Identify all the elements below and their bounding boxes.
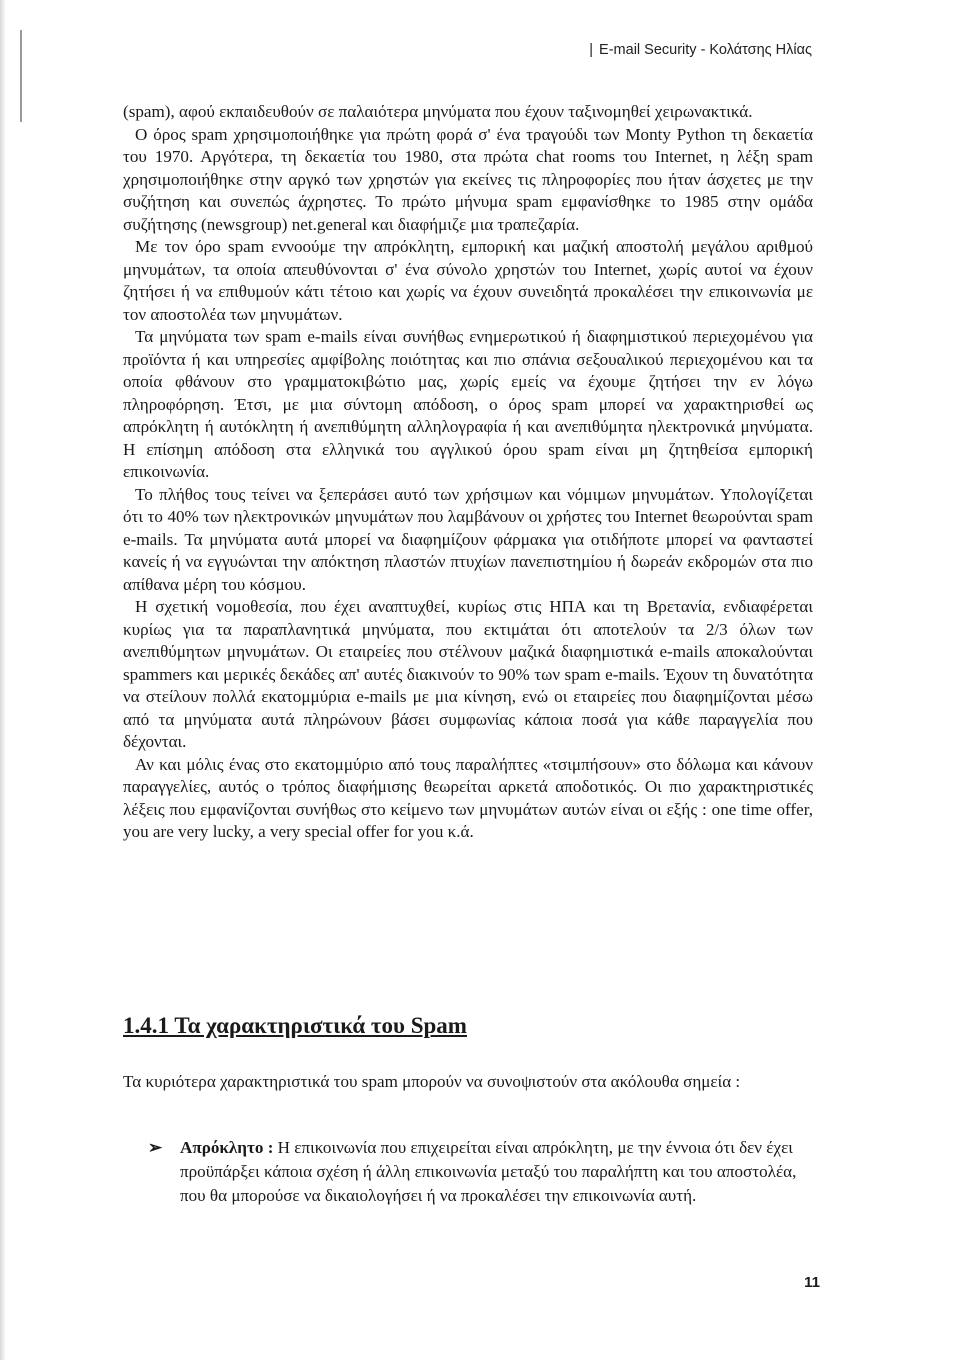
- bullet-text: [180, 1136, 813, 1208]
- paragraph: (spam), αφού εκπαιδευθούν σε παλαιότερα μηνύματα που έχουν ταξινομηθεί χειρωνακτικά.: [123, 102, 753, 121]
- header-title: E-mail Security - Κολάτσης Ηλίας: [599, 42, 812, 58]
- section-heading: 1.4.1 Τα χαρακτηριστικά του Spam: [123, 1013, 467, 1038]
- arrow-bullet-icon: ➢: [148, 1138, 163, 1157]
- paragraph: Τα μηνύματα των spam e-mails είναι συνήθως ενημερωτικού ή διαφημιστικού περιεχομένου για προϊόντα ή και υπηρεσίες αμφίβολης ποιότητας και πιο σπάνια σεξουαλικού περιεχομένου και τα οποία φθάνουν στο γραμματοκιβώτιο μας, χωρίς εμείς να έχουμε ζητήσει την εν λόγω πληροφόρηση. Έτσι, με μια σύντομη απόδοση, ο όρος spam μπορεί να χαρακτηρισθεί ως απρόκλητη ή αυτόκλητη ή ανεπιθύμητη αλληλογραφία ή και ανεπιθύμητα ηλεκτρονικά μηνύματα. Η επίσημη απόδοση στα ελληνικά του αγγλικού όρου spam είναι μη ζητηθείσα εμπορική επικοινωνία.: [123, 327, 813, 481]
- page-content: [123, 101, 813, 844]
- paragraph: Το πλήθος τους τείνει να ξεπεράσει αυτό των χρήσιμων και νόμιμων μηνυμάτων. Υπολογίζεται ότι το 40% των ηλεκτρονικών μηνυμάτων που λαμβάνουν οι χρήστες του Internet θεωρούνται spam e-mails. Τα μηνύματα αυτά μπορεί να διαφημίζουν φάρμακα για οτιδήποτε μπορεί να φανταστεί κανείς ή να εγγυώνται την απόκτηση πλαστών πτυχίων πανεπιστημίου ή δωρεάν εκδρομών στα πιο απίθανα μέρη του κόσμου.: [123, 484, 813, 594]
- paragraph: Με τον όρο spam εννοούμε την απρόκλητη, εμπορική και μαζική αποστολή μεγάλου αριθμού μηνυμάτων, τα οποία απευθύνονται σ' ένα σύνολο χρηστών του Internet, χωρίς αυτοί να έχουν ζητήσει ή να επιθυμούν κάτι τέτοιο και χωρίς να έχουν συνειδητά προκαλέσει την επικοινωνία με τον αποστολέα των μηνυμάτων.: [123, 237, 813, 324]
- scan-margin-mark: [20, 30, 22, 122]
- scan-edge-shadow: [0, 0, 6, 1360]
- bullet-description: Η επικοινωνία που επιχειρείται είναι απρόκλητη, με την έννοια ότι δεν έχει προϋπάρξει κάποια σχέση ή άλλη επικοινωνία μεταξύ του παραλήπτη και του αποστολέα, που θα μπορούσε να δικαιολογήσει ή να προκαλέσει την επικοινωνία αυτή.: [180, 1138, 797, 1205]
- bullet-item: [148, 1136, 813, 1208]
- paragraph: Η σχετική νομοθεσία, που έχει αναπτυχθεί, κυρίως στις ΗΠΑ και τη Βρετανία, ενδιαφέρεται κυρίως για τα παραπλανητικά μηνύματα, που εκτιμάται ότι αποτελούν τα 2/3 όλων των ανεπιθύμητων μηνυμάτων. Οι εταιρείες που στέλνουν μαζικά διαφημιστικά e-mails αποκαλούνται spammers και μερικές δεκάδες απ' αυτές διακινούν το 90% των spam e-mails. Έχουν τη δυνατότητα να στείλουν πολλά εκατομμύρια e-mails με μια κίνηση, ενώ οι εταιρείες που διαφημίζονται μέσω από τα μηνύματα αυτά πληρώνουν βάσει συμφωνίας κάποια ποσά για κάθε παραγγελία που δέχονται.: [123, 597, 813, 751]
- section-intro: Τα κυριότερα χαρακτηριστικά του spam μπορούν να συνοψιστούν στα ακόλουθα σημεία :: [123, 1072, 741, 1091]
- paragraph: Ο όρος spam χρησιμοποιήθηκε για πρώτη φορά σ' ένα τραγούδι των Monty Python τη δεκαετία του 1970. Αργότερα, τη δεκαετία του 1980, στα πρώτα chat rooms του Internet, η λέξη spam χρησιμοποιήθηκε στην αργκό των χρηστών για εκείνες τις πληροφορίες που ήταν άσχετες με την συζήτηση και συνεπώς άχρηστες. Το πρώτο μήνυμα spam εμφανίσθηκε το 1985 στην ομάδα συζήτησης (newsgroup) net.general και διαφήμιζε μια τραπεζαρία.: [123, 124, 813, 234]
- body-text: [123, 101, 813, 844]
- bullet-term: Απρόκλητο :: [180, 1138, 274, 1157]
- header-separator: |: [589, 42, 594, 58]
- page-number: 11: [804, 1274, 820, 1291]
- running-header: [589, 42, 812, 58]
- paragraph: Αν και μόλις ένας στο εκατομμύριο από τους παραλήπτες «τσιμπήσουν» στο δόλωμα και κάνουν παραγγελίες, αυτός ο τρόπος διαφήμισης θεωρείται αρκετά αποδοτικός. Οι πιο χαρακτηριστικές λέξεις που εμφανίζονται συνήθως στο κείμενο των μηνυμάτων αυτών είναι οι εξής : one time offer, you are very lucky, a very special offer for you κ.ά.: [123, 754, 813, 841]
